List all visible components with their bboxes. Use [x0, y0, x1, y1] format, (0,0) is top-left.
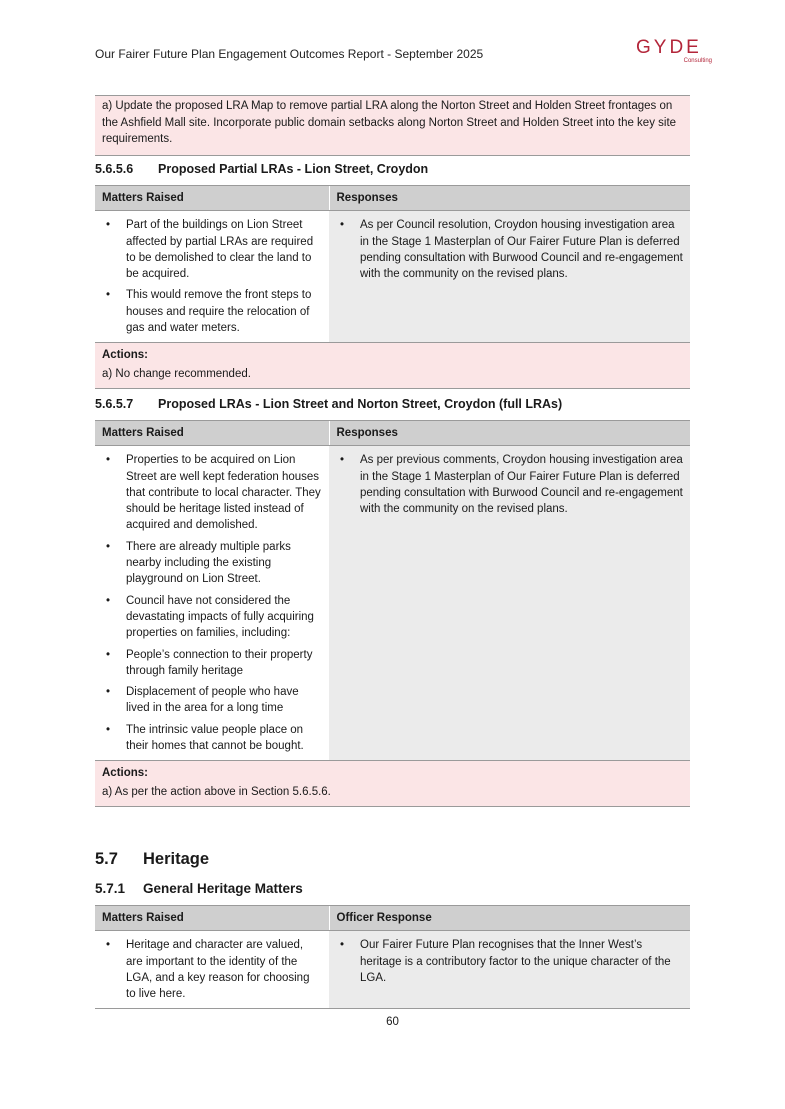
list-item: • Part of the buildings on Lion Street affected by partial LRAs are required to be demolished to clear the land to be acquired. [106, 219, 314, 281]
section-number: 5.6.5.6 [95, 162, 134, 176]
logo-subtitle: Consulting [683, 58, 712, 64]
section-5656 [95, 162, 690, 389]
responses-list [336, 452, 683, 517]
report-title: Our Fairer Future Plan Engagement Outcomes Report - September 2025 [95, 47, 484, 61]
section-title: Heritage [143, 850, 210, 868]
list-item: • Heritage and character are valued, are important to the identity of the LGA, and a key reason for choosing to live here. [106, 939, 310, 1001]
action-text: a) As per the action above in Section 5.6.5.6. [102, 785, 331, 798]
matters-list [102, 452, 322, 754]
list-item: • As per Council resolution, Croydon housing investigation area in the Stage 1 Masterplan of Our Fairer Future Plan is deferred pending consultation with Burwood Council and re-engagement with the community on the revised plans. [340, 219, 683, 281]
actions-label: Actions: [102, 349, 148, 362]
section-number: 5.7.1 [95, 881, 126, 896]
list-item: • Displacement of people who have lived in the area for a long time [106, 686, 299, 715]
section-heading [95, 397, 690, 411]
section-57 [95, 850, 690, 869]
actions-box [95, 761, 690, 807]
heading-heritage [95, 850, 690, 869]
col-header-matters: Matters Raised [95, 186, 329, 211]
matters-list [102, 217, 322, 336]
section-number: 5.6.5.7 [95, 397, 134, 411]
list-item: • People’s connection to their property through family heritage [106, 648, 313, 677]
list-item: • Our Fairer Future Plan recognises that the Inner West’s heritage is a contributory factor to the unique character of the LGA. [340, 939, 671, 984]
section-heading [95, 162, 690, 176]
col-header-officer-response: Officer Response [329, 906, 690, 931]
top-action-text: a) Update the proposed LRA Map to remove partial LRA along the Norton Street and Holden Street frontages on the Ashfield Mall site. Incorporate public domain setbacks along Norton Street and Holden Street into the key site requirements. [102, 100, 677, 145]
section-title: Proposed LRAs - Lion Street and Norton Street, Croydon (full LRAs) [158, 397, 563, 411]
heading-general-heritage [95, 881, 690, 896]
action-text: a) No change recommended. [102, 367, 251, 380]
matters-list [102, 937, 322, 1002]
list-item: • Properties to be acquired on Lion Street are well kept federation houses that contribute to local character. They should be heritage listed instead of acquired and demolished. [106, 454, 321, 532]
responses-list [336, 937, 683, 986]
matters-table [95, 185, 690, 343]
logo-wordmark: GYDE [636, 37, 702, 58]
col-header-responses: Responses [329, 421, 690, 446]
actions-box [95, 343, 690, 389]
list-item: • There are already multiple parks nearby including the existing playground on Lion Street. [106, 540, 291, 586]
section-5657 [95, 397, 690, 807]
list-item: • Council have not considered the devastating impacts of fully acquiring properties on families, including: [106, 594, 314, 640]
matters-table [95, 905, 690, 1009]
section-number: 5.7 [95, 850, 118, 868]
list-item: • The intrinsic value people place on their homes that cannot be bought. [106, 723, 304, 753]
top-action-box [95, 95, 690, 156]
list-item: • As per previous comments, Croydon housing investigation area in the Stage 1 Masterplan of Our Fairer Future Plan is deferred pending consultation with Burwood Council and re-engagement with the community on the revised plans. [340, 454, 683, 516]
col-header-responses: Responses [329, 186, 690, 211]
section-title: General Heritage Matters [143, 881, 303, 896]
page-number: 60 [386, 1016, 399, 1028]
responses-list [336, 217, 683, 282]
matters-table [95, 420, 690, 761]
gyde-logo [636, 38, 726, 68]
col-header-matters: Matters Raised [95, 906, 329, 931]
section-title: Proposed Partial LRAs - Lion Street, Croydon [158, 162, 429, 176]
col-header-matters: Matters Raised [95, 421, 329, 446]
actions-label: Actions: [102, 767, 148, 780]
section-571 [95, 881, 690, 1009]
list-item: • This would remove the front steps to houses and require the relocation of gas and water meters. [106, 289, 312, 335]
